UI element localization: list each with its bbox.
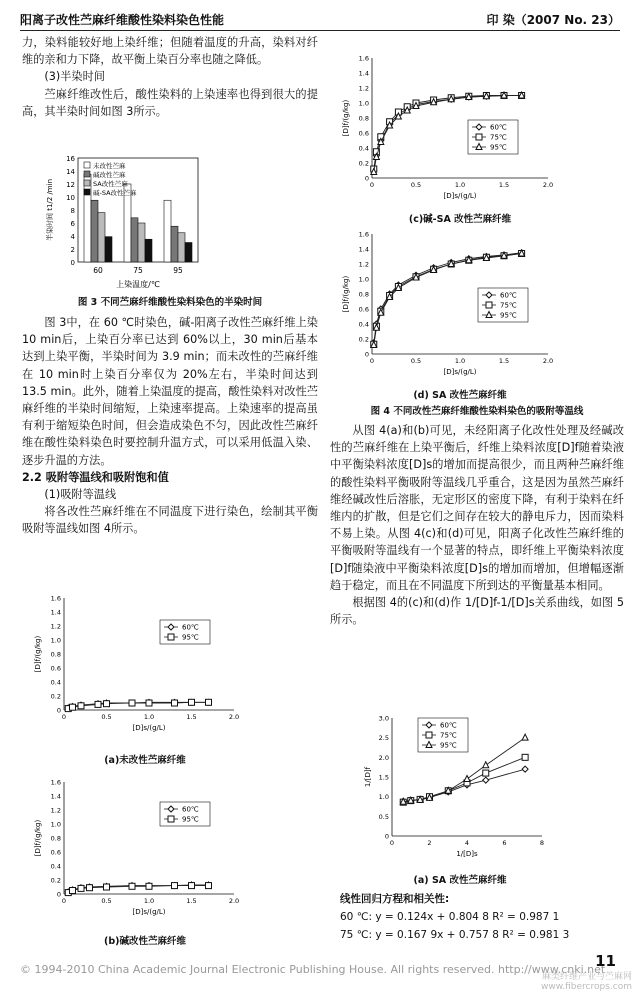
data-point [104, 884, 110, 890]
paragraph: 苎麻纤维改性后，酸性染料的上染速率也得到很大的提高，其半染时间如图 3所示。 [22, 87, 318, 118]
y-axis-label: [D]f/(g/kg) [342, 99, 350, 137]
paragraph: 根据图 4的(c)和(d)作 1/[D]f-1/[D]s关系曲线，如图 5所示。 [330, 596, 624, 627]
legend-label: 95℃ [182, 815, 199, 824]
y-tick-label: 8 [70, 207, 75, 215]
left-column-middle [22, 314, 318, 538]
x-tick-label: 0 [61, 713, 67, 721]
fig4d-chart [338, 228, 568, 388]
subsection-heading: (1)吸附等温线 [44, 488, 117, 502]
data-point [483, 770, 489, 776]
x-tick-label: 0.5 [410, 181, 422, 189]
y-axis-label: [D]f/(g/kg) [34, 819, 42, 857]
data-point [129, 700, 135, 706]
legend-label: 95℃ [440, 741, 457, 750]
data-point [70, 704, 76, 710]
data-point [104, 701, 110, 707]
x-tick-label: 8 [539, 839, 545, 847]
watermark-line: www.fibercrops.com [541, 982, 632, 992]
y-tick-label: 0.4 [50, 678, 61, 687]
y-tick-label: 1.4 [358, 69, 369, 78]
legend-swatch [84, 189, 90, 195]
y-axis-label: 半染时间 t1/2 /min [46, 178, 54, 242]
x-tick-label: 0 [369, 181, 375, 189]
data-point [172, 883, 178, 889]
x-tick-label: 0.5 [410, 357, 422, 365]
legend-label: 95℃ [182, 633, 199, 642]
x-tick-label: 0 [369, 357, 375, 365]
y-tick-label: 1.0 [358, 275, 369, 284]
regression-eq-60: 60 ℃: y = 0.124x + 0.804 8 R² = 0.987 1 [340, 911, 560, 923]
legend-marker [476, 134, 482, 140]
y-tick-label: 0.8 [358, 114, 369, 123]
legend-label: 75℃ [490, 133, 507, 142]
legend-swatch [84, 180, 90, 186]
y-tick-label: 0.6 [50, 848, 61, 857]
y-tick-label: 1.2 [50, 806, 61, 815]
legend-label: 未改性苎麻 [93, 162, 126, 170]
y-tick-label: 16 [66, 155, 75, 163]
series-line [68, 702, 208, 708]
x-axis-label: 上染温度/℃ [116, 280, 160, 289]
legend-label: 碱改性苎麻 [93, 171, 126, 179]
legend-marker [168, 816, 174, 822]
y-tick-label: 0.6 [358, 129, 369, 138]
data-point [483, 762, 489, 768]
legend-label: 碱-SA改性苎麻 [93, 189, 137, 197]
section-heading: 2.2 吸附等温线和吸附饱和值 [22, 470, 169, 484]
y-tick-label: 6 [70, 220, 75, 228]
left-column-top [22, 34, 318, 120]
x-tick-label: 1.5 [498, 181, 510, 189]
y-tick-label: 0.5 [378, 812, 389, 821]
fig4a-chart [30, 592, 250, 742]
bar [164, 200, 171, 262]
bar [185, 243, 192, 263]
bar [145, 239, 152, 262]
x-tick-label: 2 [427, 839, 432, 847]
x-axis-label: [D]s/(g/L) [132, 724, 166, 732]
data-point [464, 775, 470, 781]
bar [178, 233, 185, 262]
paragraph: 图 3中，在 60 ℃时染色，碱-阳离子改性苎麻纤维上染 10 min后，上染百分率已达到 60%以上，30 min后基本达到上染平衡，半染时间为 3.9 min；而未改性的苎麻纤维在 10 min时上染百分率仅为 20%左右，半染时间达到 13.5 min。此外，随着上染温度的提高，酸性染料对改性苎麻纤维的半染时间缩短，上染速率提高。上染速率的提高虽有利于缩短染色时间，但会造成染色不匀，因此改性苎麻纤维在酸性染料染色时要控制升温方式，可以采用低温入染、逐步升温的方法。 [22, 316, 318, 467]
legend-label: 60℃ [440, 721, 457, 730]
right-column-text [330, 422, 624, 628]
page-number: 11 [595, 952, 616, 970]
x-tick-label: 75 [133, 266, 143, 275]
legend-label: 60℃ [490, 123, 507, 132]
data-point [206, 883, 212, 889]
legend-swatch [84, 162, 90, 168]
paragraph: 力，染料能较好地上染纤维；但随着温度的升高，染料对纤维的亲和力下降，故平衡上染百分率也随之降低。 [22, 36, 318, 67]
y-tick-label: 0.2 [50, 692, 61, 701]
data-point [78, 703, 84, 709]
y-tick-label: 1.6 [358, 230, 369, 239]
y-tick-label: 0.8 [50, 650, 61, 659]
bar [171, 226, 178, 262]
fig5a-chart [360, 712, 560, 872]
y-tick-label: 0.4 [358, 320, 369, 329]
legend-marker [426, 732, 432, 738]
y-tick-label: 0 [70, 259, 75, 267]
y-axis-label: [D]f/(g/kg) [34, 635, 42, 673]
y-axis-label: 1/[D]f [364, 766, 372, 788]
data-point [522, 734, 528, 740]
x-axis-label: [D]s/(g/L) [443, 192, 477, 200]
data-point [483, 777, 489, 783]
y-tick-label: 1.2 [50, 622, 61, 631]
y-tick-label: 1.4 [358, 245, 369, 254]
regression-title: 线性回归方程和相关性: [340, 893, 450, 905]
y-tick-label: 0.2 [358, 335, 369, 344]
y-tick-label: 2.0 [378, 753, 389, 762]
header-journal: 印 染（2007 No. 23） [486, 13, 620, 27]
x-tick-label: 2.0 [228, 713, 240, 721]
fig4a-caption: (a)未改性苎麻纤维 [104, 755, 186, 766]
x-tick-label: 1.0 [143, 713, 155, 721]
running-header [20, 8, 620, 31]
y-tick-label: 4 [70, 233, 75, 241]
x-tick-label: 2.0 [542, 181, 554, 189]
data-point [146, 883, 152, 889]
regression-block [340, 890, 620, 944]
fig4d-caption: (d) SA 改性苎麻纤维 [413, 390, 507, 401]
data-point [70, 888, 76, 894]
bar [84, 174, 91, 262]
y-tick-label: 0.6 [358, 305, 369, 314]
regression-eq-75: 75 ℃: y = 0.167 9x + 0.757 8 R² = 0.981 3 [340, 929, 570, 941]
y-tick-label: 0.4 [358, 144, 369, 153]
y-tick-label: 1.2 [358, 84, 369, 93]
legend-label: 95℃ [500, 311, 517, 320]
x-tick-label: 1.5 [186, 897, 197, 905]
y-tick-label: 0 [384, 832, 389, 841]
y-tick-label: 1.4 [50, 608, 61, 617]
y-tick-label: 0.2 [50, 876, 61, 885]
y-tick-label: 1.4 [50, 792, 61, 801]
legend-label: 60℃ [182, 805, 199, 814]
y-tick-label: 0 [56, 706, 61, 715]
bar [105, 237, 112, 262]
y-tick-label: 0.6 [50, 664, 61, 673]
y-tick-label: 1.0 [358, 99, 369, 108]
x-axis-label: 1/[D]s [456, 850, 478, 858]
legend-marker [486, 302, 492, 308]
y-tick-label: 0.8 [358, 290, 369, 299]
x-axis-label: [D]s/(g/L) [132, 908, 166, 916]
data-point [522, 766, 528, 772]
fig3-caption: 图 3 不同苎麻纤维酸性染料染色的半染时间 [77, 297, 263, 308]
fig4c-caption: (c)碱-SA 改性苎麻纤维 [408, 214, 512, 225]
y-tick-label: 14 [66, 168, 75, 176]
fig3-bar-chart [40, 152, 290, 292]
x-tick-label: 0 [389, 839, 395, 847]
data-point [522, 754, 528, 760]
fig4b-caption: (b)碱改性苎麻纤维 [104, 936, 186, 947]
fig4c-chart [338, 52, 568, 212]
y-tick-label: 1.5 [378, 773, 389, 782]
fig4-caption: 图 4 不同改性苎麻纤维酸性染料染色的吸附等温线 [370, 406, 584, 417]
y-tick-label: 0 [56, 890, 61, 899]
y-tick-label: 12 [66, 181, 75, 189]
legend-label: 60℃ [182, 623, 199, 632]
x-axis-label: [D]s/(g/L) [443, 368, 477, 376]
legend-swatch [84, 171, 90, 177]
data-point [206, 699, 212, 705]
y-tick-label: 2 [70, 246, 75, 254]
legend-label: 95℃ [490, 143, 507, 152]
legend-label: 75℃ [500, 301, 517, 310]
bar [91, 200, 98, 262]
watermark [541, 972, 632, 992]
subsection-heading: (3)半染时间 [44, 70, 105, 84]
x-tick-label: 95 [173, 266, 183, 275]
x-tick-label: 2.0 [228, 897, 240, 905]
data-point [189, 699, 195, 705]
data-point [146, 700, 152, 706]
legend-label: 75℃ [440, 731, 457, 740]
x-tick-label: 1.5 [498, 357, 510, 365]
y-tick-label: 3.0 [378, 714, 389, 723]
bar [138, 223, 145, 262]
y-tick-label: 1.2 [358, 260, 369, 269]
y-tick-label: 0 [364, 174, 369, 183]
x-tick-label: 4 [464, 839, 470, 847]
x-tick-label: 60 [93, 266, 103, 275]
fig4b-chart [30, 776, 250, 926]
x-tick-label: 1.0 [143, 897, 155, 905]
x-tick-label: 0.5 [101, 897, 112, 905]
legend-label: 60℃ [500, 291, 517, 300]
y-tick-label: 1.0 [378, 793, 389, 802]
data-point [172, 700, 178, 706]
y-axis-label: [D]f/(g/kg) [342, 275, 350, 313]
bar [131, 218, 138, 262]
y-tick-label: 1.6 [358, 54, 369, 63]
data-point [95, 701, 101, 707]
x-tick-label: 0 [61, 897, 67, 905]
data-point [129, 883, 135, 889]
fig5a-caption: (a) SA 改性苎麻纤维 [413, 875, 507, 886]
data-point [87, 885, 93, 891]
y-tick-label: 0.2 [358, 159, 369, 168]
header-title: 阳离子改性苎麻纤维酸性染料染色性能 [20, 13, 225, 27]
legend-label: SA改性苎麻 [93, 180, 128, 188]
x-tick-label: 0.5 [101, 713, 112, 721]
x-tick-label: 6 [502, 839, 507, 847]
data-point [78, 885, 84, 891]
y-tick-label: 1.6 [50, 778, 61, 787]
y-tick-label: 0.4 [50, 862, 61, 871]
paragraph: 从图 4(a)和(b)可见，未经阳离子化改性处理及经碱改性的苎麻纤维在上染平衡后，纤维上染料浓度[D]f随着染液中平衡染料浓度[D]s的增加而提高很少，而且两种苎麻纤维的酸性染料平衡吸附等温线几乎重合，这是因为虽然苎麻纤维经碱改性后溶胀，无定形区的密度下降，有利于染料在纤维内的扩散，但是它们之间存在较大的静电斥力，因而染料不易上染。从图 4(c)和(d)可见，阳离子化改性苎麻纤维的平衡吸附等温线有一个显著的特点，即纤维上平衡染料浓度[D]f随染液中平衡染料浓度[D]s的增加而增加，但增幅逐渐趋于稳定，而且在不同温度下所到达的平衡量基本相同。 [330, 424, 624, 592]
y-tick-label: 1.6 [50, 594, 61, 603]
legend-marker [168, 634, 174, 640]
copyright-footer: © 1994-2010 China Academic Journal Electronic Publishing House. All rights reserved. http://www.cnki.net [20, 963, 606, 976]
watermark-line: 麻类纤维产业与苎麻网 [541, 972, 632, 982]
y-tick-label: 1.0 [50, 820, 61, 829]
paragraph: 将各改性苎麻纤维在不同温度下进行染色，绘制其平衡吸附等温线如图 4所示。 [22, 505, 318, 536]
y-tick-label: 2.5 [378, 734, 389, 743]
y-tick-label: 1.0 [50, 636, 61, 645]
x-tick-label: 1.0 [454, 181, 466, 189]
y-tick-label: 0.8 [50, 834, 61, 843]
y-tick-label: 10 [66, 194, 75, 202]
x-tick-label: 2.0 [542, 357, 554, 365]
x-tick-label: 1.0 [454, 357, 466, 365]
x-tick-label: 1.5 [186, 713, 197, 721]
bar [98, 213, 105, 262]
y-tick-label: 0 [364, 350, 369, 359]
data-point [189, 883, 195, 889]
